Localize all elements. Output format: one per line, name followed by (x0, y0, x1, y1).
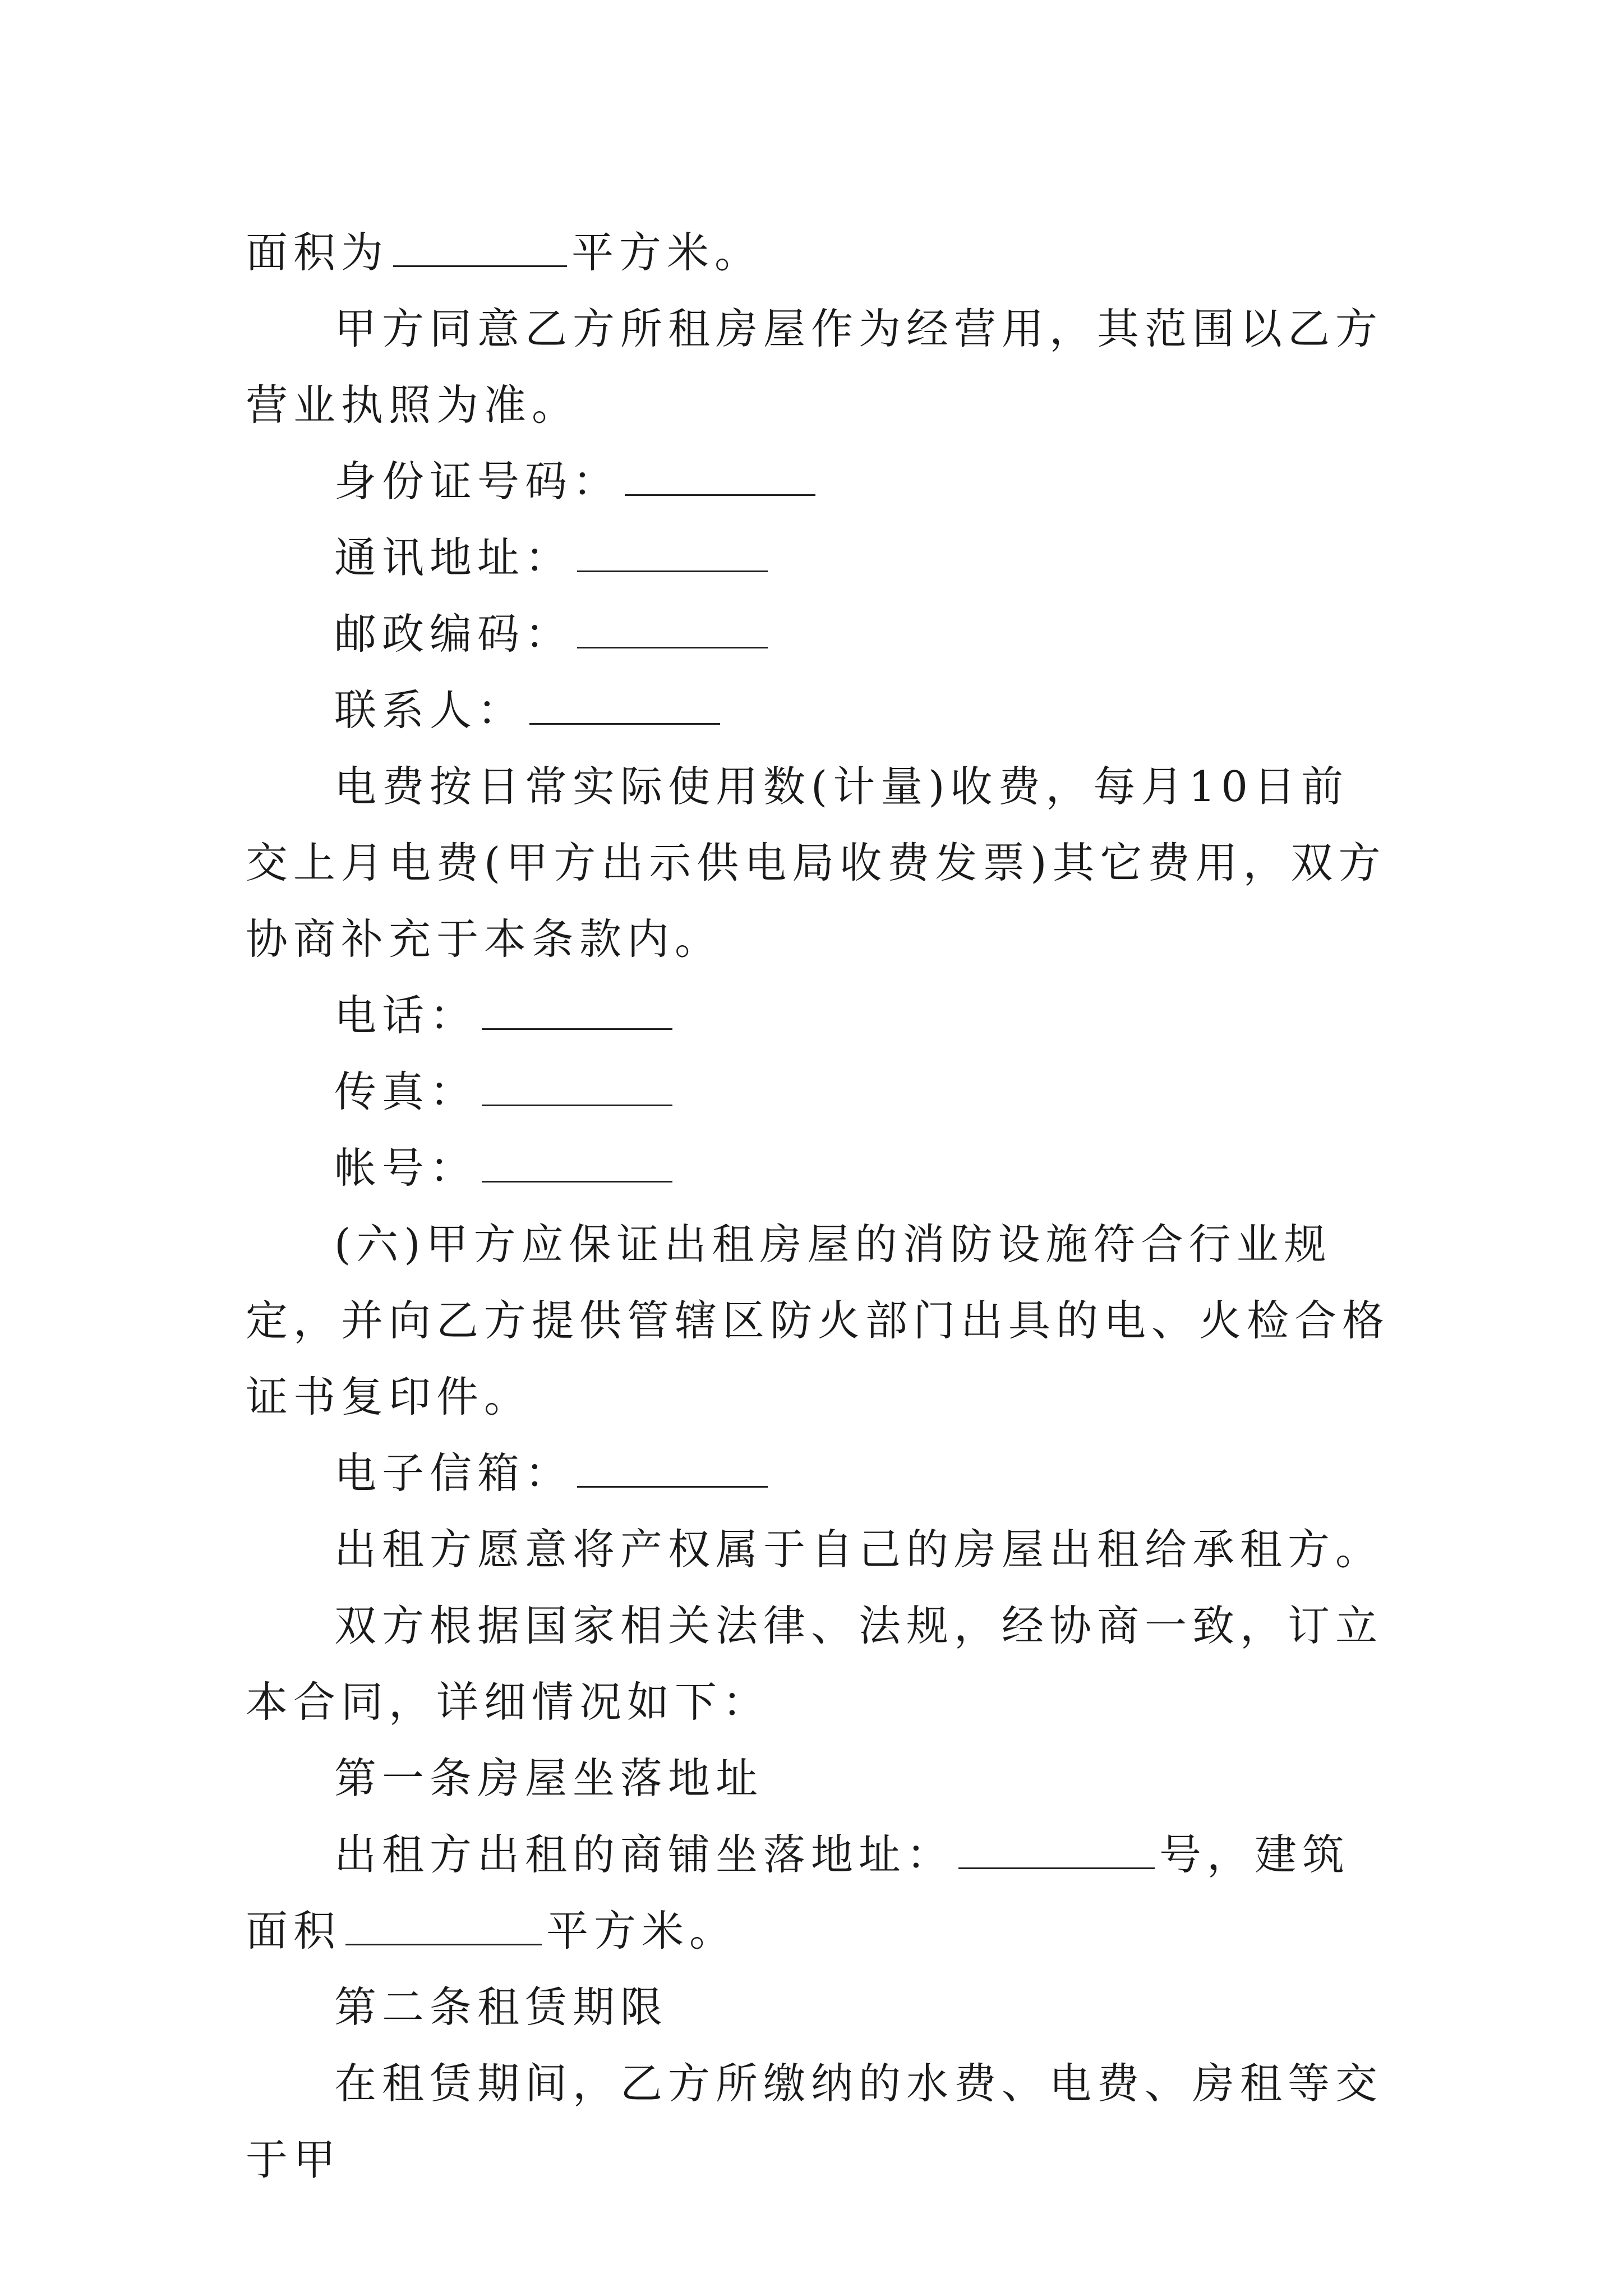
contact-blank (529, 685, 720, 725)
building-area-label: 号，建筑面积 (246, 1830, 1350, 1955)
phone-label: 电话： (334, 991, 478, 1040)
building-area-unit: 平方米。 (546, 1906, 737, 1955)
paragraph-lessor-intent: 出租方愿意将产权属于自己的房屋出租给承租方。 (334, 1525, 1384, 1574)
paragraph-agreement: 双方根据国家相关法律、法规，经协商一致，订立本合同，详细情况如下： (246, 1601, 1384, 1727)
document-body (246, 214, 1390, 2198)
area-label: 面积为 (246, 228, 389, 277)
building-area-blank (345, 1906, 542, 1945)
phone-blank (482, 990, 672, 1030)
id-number-label: 身份证号码： (334, 457, 621, 506)
address-blank (577, 532, 768, 572)
email-blank (577, 1448, 768, 1488)
shop-address-label: 出租方出租的商铺坐落地址： (334, 1830, 955, 1879)
paragraph-email (246, 1435, 1390, 1511)
paragraph-usage: 甲方同意乙方所租房屋作为经营用，其范围以乙方营业执照为准。 (246, 304, 1384, 430)
area-unit: 平方米。 (571, 228, 763, 277)
area-blank (393, 227, 567, 267)
account-label: 帐号： (334, 1143, 478, 1193)
paragraph-contact (246, 672, 1390, 748)
postcode-label: 邮政编码： (334, 609, 573, 659)
paragraph-fax (246, 1053, 1390, 1130)
account-blank (482, 1143, 672, 1182)
heading-article-2: 第二条租赁期限 (334, 1982, 668, 2032)
contact-label: 联系人： (334, 685, 525, 735)
shop-address-blank (958, 1829, 1155, 1869)
postcode-blank (577, 609, 768, 648)
paragraph-postcode (246, 596, 1390, 672)
paragraph-fees: 在租赁期间，乙方所缴纳的水费、电费、房租等交于甲 (246, 2059, 1384, 2184)
paragraph-shop-address (246, 1816, 1390, 1969)
paragraph-address (246, 519, 1390, 596)
fax-label: 传真： (334, 1067, 478, 1116)
paragraph-fire-safety: (六)甲方应保证出租房屋的消防设施符合行业规定，并向乙方提供管辖区防火部门出具的电、火检合格证书复印件。 (246, 1220, 1390, 1421)
paragraph-account (246, 1130, 1390, 1206)
email-label: 电子信箱： (334, 1448, 573, 1498)
id-number-blank (625, 456, 815, 496)
paragraph-id-number (246, 443, 1390, 519)
fax-blank (482, 1066, 672, 1106)
address-label: 通讯地址： (334, 533, 573, 582)
paragraph-electricity: 电费按日常实际使用数(计量)收费，每月10日前交上月电费(甲方出示供电局收费发票)其它费用，双方协商补充于本条款内。 (246, 762, 1386, 964)
paragraph-area (246, 214, 1390, 291)
heading-article-1: 第一条房屋坐落地址 (334, 1754, 764, 1803)
paragraph-phone (246, 977, 1390, 1053)
